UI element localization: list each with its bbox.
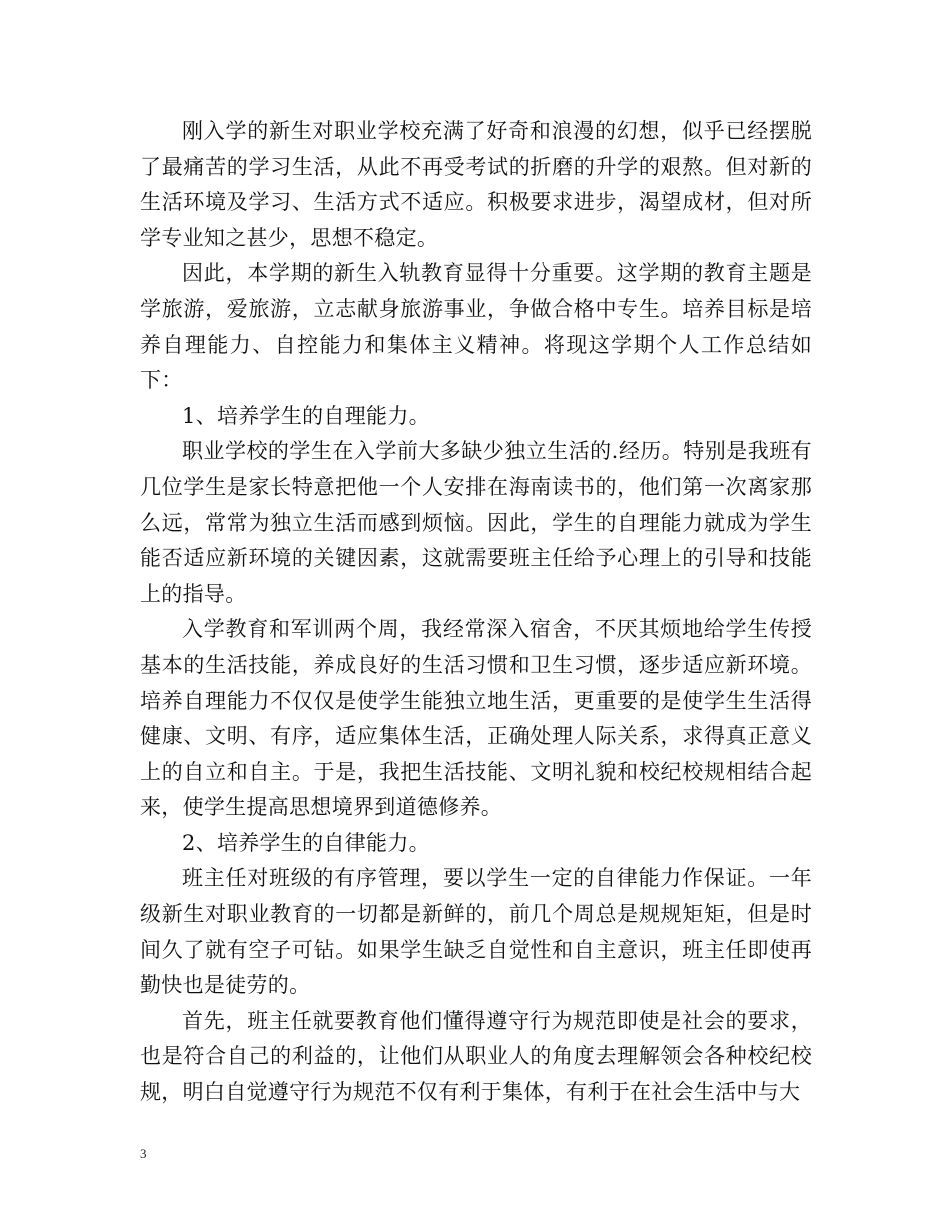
paragraph-6: 首先，班主任就要教育他们懂得遵守行为规范即使是社会的要求，也是符合自己的利益的，让他们从职业人的角度去理解领会各种校纪校规，明白自觉遵守行为规范不仅有利于集体，有利于在社会生活中与大 — [140, 1008, 812, 1105]
section-heading-2: 2、培养学生的自律能力。 — [182, 830, 430, 855]
paragraph-3: 职业学校的学生在入学前大多缺少独立生活的.经历。特别是我班有几位学生是家长特意把他一个人安排在海南读书的，他们第一次离家那么远，常常为独立生活而感到烦恼。因此，学生的自理能力就成为学生能否适应新环境的关键因素，这就需要班主任给予心理上的引导和技能上的指导。 — [140, 439, 812, 606]
section-heading-1: 1、培养学生的自理能力。 — [182, 403, 430, 428]
paragraph-1: 刚入学的新生对职业学校充满了好奇和浪漫的幻想，似乎已经摆脱了最痛苦的学习生活，从此不再受考试的折磨的升学的艰熬。但对新的生活环境及学习、生活方式不适应。积极要求进步，渴望成材，但对所学专业知之甚少，思想不稳定。 — [140, 119, 812, 250]
paragraph-2: 因此，本学期的新生入轨教育显得十分重要。这学期的教育主题是学旅游，爱旅游，立志献身旅游事业，争做合格中专生。培养目标是培养自理能力、自控能力和集体主义精神。将现这学期个人工作总结如下： — [140, 261, 812, 393]
paragraph-4: 入学教育和军训两个周，我经常深入宿舍，不厌其烦地给学生传授基本的生活技能，养成良好的生活习惯和卫生习惯，逐步适应新环境。培养自理能力不仅仅是使学生能独立地生活，更重要的是使学生生活得健康、文明、有序，适应集体生活，正确处理人际关系，求得真正意义上的自立和自主。于是，我把生活技能、文明礼貌和校纪校规相结合起来，使学生提高思想境界到道德修养。 — [140, 617, 812, 820]
paragraph-5: 班主任对班级的有序管理，要以学生一定的自律能力作保证。一年级新生对职业教育的一切都是新鲜的，前几个周总是规规矩矩，但是时间久了就有空子可钻。如果学生缺乏自觉性和自主意识，班主任即使再勤快也是徒劳的。 — [140, 866, 812, 998]
page-number: 3 — [140, 1146, 147, 1161]
document-body — [140, 114, 812, 1111]
